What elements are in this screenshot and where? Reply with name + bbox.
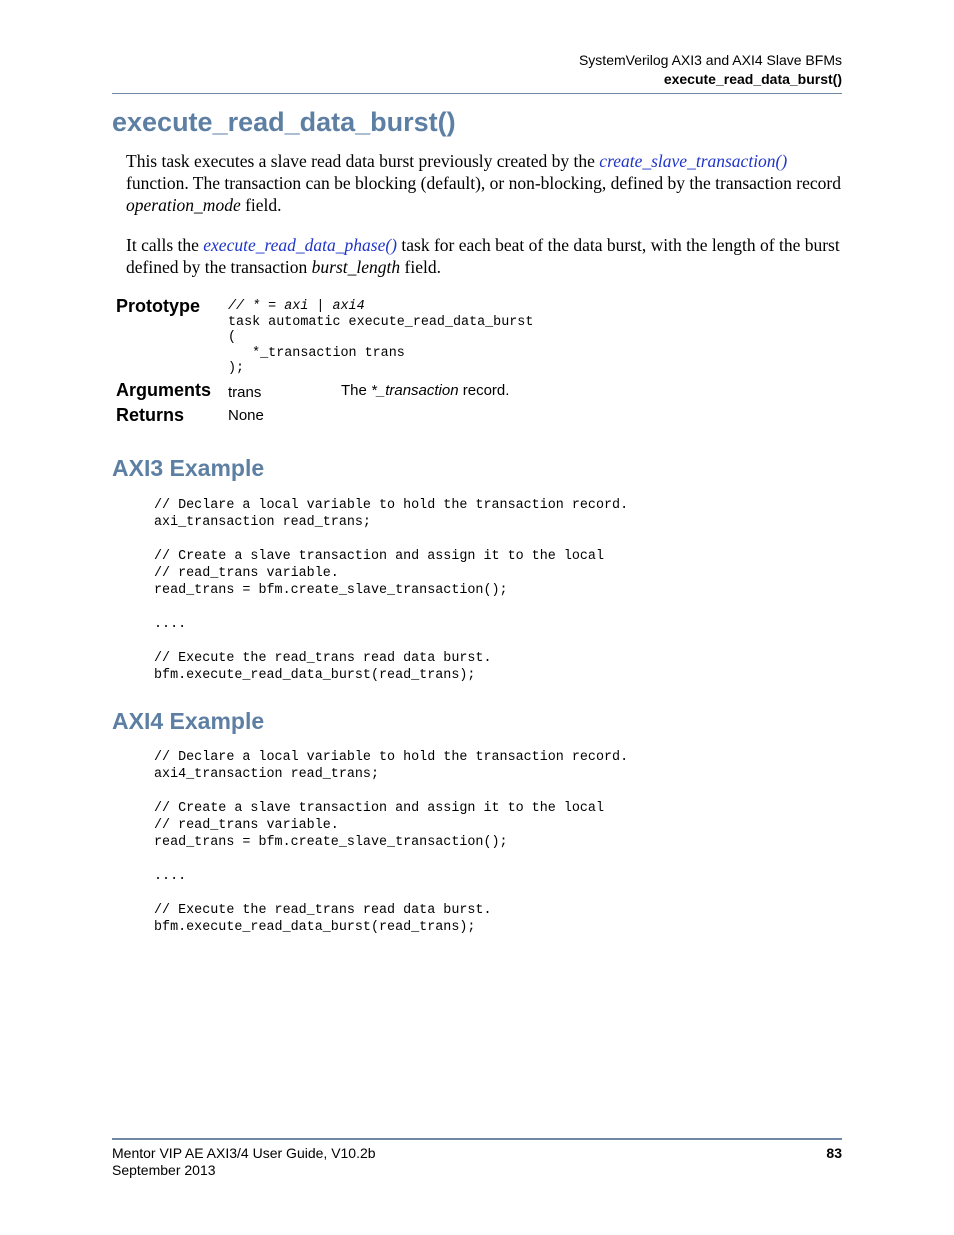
argument-desc-pre: The	[341, 382, 372, 399]
argument-desc-post: record.	[458, 382, 510, 399]
para1-emphasis: operation_mode	[126, 195, 241, 215]
description-paragraph-2	[126, 234, 842, 278]
axi4-example-heading: AXI4 Example	[112, 708, 265, 734]
argument-description	[341, 382, 509, 399]
create-slave-transaction-link[interactable]: create_slave_transaction()	[599, 151, 788, 171]
running-header-section: execute_read_data_burst()	[663, 71, 842, 87]
page-number: 83	[826, 1145, 842, 1161]
description-paragraph-1	[126, 150, 842, 216]
running-header-chapter: SystemVerilog AXI3 and AXI4 Slave BFMs	[578, 52, 842, 68]
prototype-label: Prototype	[116, 296, 201, 316]
header-rule	[112, 93, 842, 94]
para2-text-b: task for each beat of the data burst, with the length of the burst defined by the transaction	[126, 235, 840, 277]
page-title: execute_read_data_burst()	[112, 107, 456, 137]
argument-desc-emphasis: *_transaction	[371, 382, 459, 399]
para1-text-b: function. The transaction can be blocking (default), or non-blocking, defined by the transaction record	[126, 173, 841, 193]
execute-read-data-phase-link[interactable]: execute_read_data_phase()	[203, 235, 397, 255]
footer-date: September 2013	[112, 1162, 216, 1178]
axi3-example-code: // Declare a local variable to hold the transaction record. axi_transaction read_trans; // Create a slave transaction and assign it to the local // read_trans variable. read_trans = bfm.create_slave_transaction(); .... // Execute the read_trans read data burst. bfm.execute_read_data_burst(read_trans);	[154, 498, 629, 683]
axi4-example-code: // Declare a local variable to hold the transaction record. axi4_transaction read_trans; // Create a slave transaction and assign it to the local // read_trans variable. read_trans = bfm.create_slave_transaction(); .... // Execute the read_trans read data burst. bfm.execute_read_data_burst(read_trans);	[154, 750, 629, 935]
returns-value: None	[228, 407, 264, 424]
para1-text-a: This task executes a slave read data burst previously created by the	[126, 151, 600, 171]
returns-label: Returns	[116, 405, 185, 425]
axi3-example-heading: AXI3 Example	[112, 455, 265, 481]
para2-emphasis: burst_length	[311, 257, 401, 277]
para2-text-a: It calls the	[126, 235, 204, 255]
prototype-comment: // * = axi | axi4	[228, 299, 365, 314]
para2-text-c: field.	[400, 257, 441, 277]
footer-document-title: Mentor VIP AE AXI3/4 User Guide, V10.2b	[112, 1145, 376, 1161]
prototype-signature: task automatic execute_read_data_burst ( *_transaction trans );	[228, 314, 534, 376]
prototype-code	[228, 299, 533, 377]
arguments-label: Arguments	[116, 380, 212, 400]
argument-name: trans	[228, 384, 262, 401]
footer-rule	[112, 1138, 842, 1140]
para1-text-c: field.	[240, 195, 282, 215]
